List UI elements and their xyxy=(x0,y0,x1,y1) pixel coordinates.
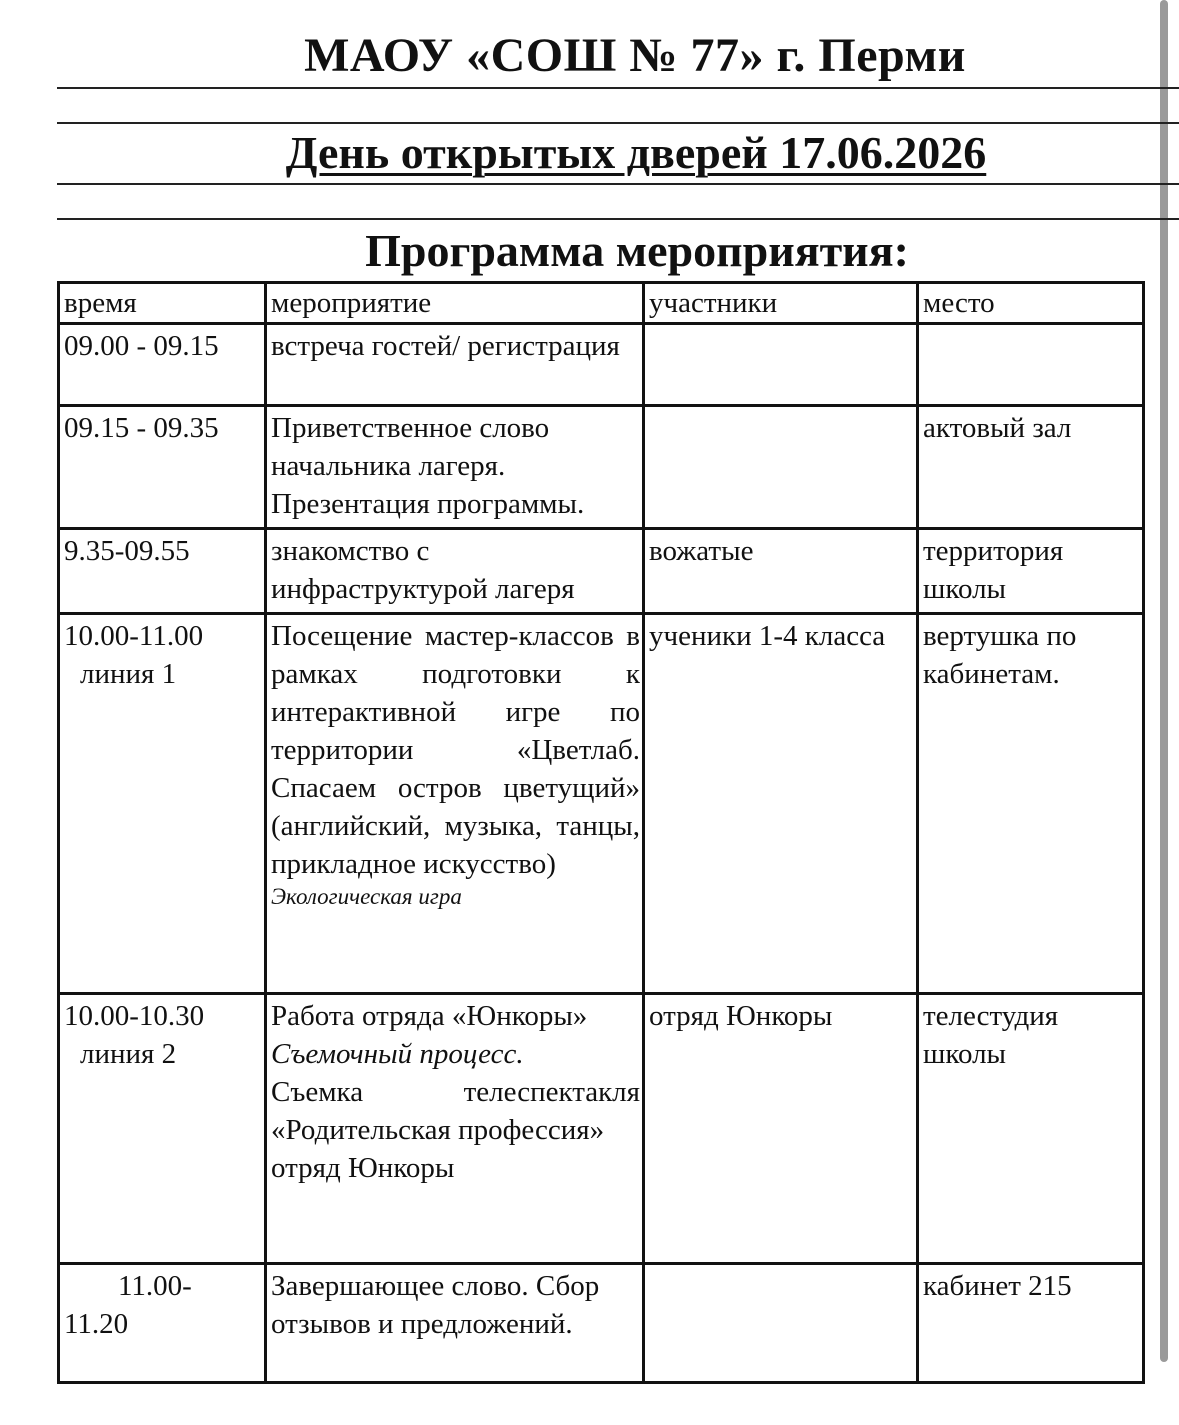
event-text: Посещение мастер-классов в рамках подготовки к интерактивной игре по территории «Цветлаб. Спасаем остров цветущий» (английский, музыка, танцы, прикладное искусство) xyxy=(271,620,640,880)
program-title: Программа мероприятия: xyxy=(365,225,909,276)
cell-place xyxy=(918,324,1144,406)
cell-participants xyxy=(644,324,918,406)
column-header-participants: участники xyxy=(644,283,918,324)
divider xyxy=(57,183,1179,185)
table-row xyxy=(59,614,1144,994)
time-range: 10.00-10.30 xyxy=(64,1000,205,1032)
cell-participants: ученики 1-4 класса xyxy=(644,614,918,994)
divider xyxy=(57,218,1179,220)
table-row xyxy=(59,406,1144,529)
event-text: Работа отряда «Юнкоры» xyxy=(271,1000,588,1032)
column-header-time: время xyxy=(59,283,266,324)
cell-place: вертушка по кабинетам. xyxy=(918,614,1144,994)
program-table xyxy=(57,281,1145,1384)
cell-time xyxy=(59,1264,266,1383)
column-header-event: мероприятие xyxy=(266,283,644,324)
cell-participants: отряд Юнкоры xyxy=(644,994,918,1264)
school-title: МАОУ «СОШ № 77» г. Перми xyxy=(304,29,966,82)
cell-event xyxy=(266,994,644,1264)
cell-place: телестудия школы xyxy=(918,994,1144,1264)
table-header-row xyxy=(59,283,1144,324)
cell-time xyxy=(59,614,266,994)
event-italic: Съемочный процесс. xyxy=(271,1038,524,1070)
time-line: линия 1 xyxy=(80,658,177,690)
cell-time: 09.00 - 09.15 xyxy=(59,324,266,406)
table-row xyxy=(59,529,1144,614)
time-line: линия 2 xyxy=(80,1038,177,1070)
table-row xyxy=(59,1264,1144,1383)
cell-participants xyxy=(644,406,918,529)
cell-time: 09.15 - 09.35 xyxy=(59,406,266,529)
time-end: 11.20 xyxy=(64,1308,129,1340)
divider xyxy=(57,87,1179,89)
cell-time xyxy=(59,994,266,1264)
table-row xyxy=(59,994,1144,1264)
cell-participants xyxy=(644,1264,918,1383)
cell-place: кабинет 215 xyxy=(918,1264,1144,1383)
cell-time: 9.35-09.55 xyxy=(59,529,266,614)
column-header-place: место xyxy=(918,283,1144,324)
cell-place: актовый зал xyxy=(918,406,1144,529)
cell-event: встреча гостей/ регистрация xyxy=(266,324,644,406)
scrollbar[interactable] xyxy=(1160,0,1168,1362)
cell-participants: вожатые xyxy=(644,529,918,614)
event-more: Съемка телеспектакля «Родительская профессия» xyxy=(271,1076,640,1146)
time-start: 11.00- xyxy=(118,1270,192,1302)
cell-event: Приветственное слово начальника лагеря. Презентация программы. xyxy=(266,406,644,529)
table-row xyxy=(59,324,1144,406)
time-range: 10.00-11.00 xyxy=(64,620,204,652)
event-last: отряд Юнкоры xyxy=(271,1152,455,1184)
divider xyxy=(57,122,1179,124)
cell-event xyxy=(266,614,644,994)
event-note: Экологическая игра xyxy=(271,884,462,909)
event-title: День открытых дверей 17.06.2026 xyxy=(285,127,987,178)
cell-event: знакомство с инфраструктурой лагеря xyxy=(266,529,644,614)
cell-place: территория школы xyxy=(918,529,1144,614)
cell-event: Завершающее слово. Сбор отзывов и предложений. xyxy=(266,1264,644,1383)
